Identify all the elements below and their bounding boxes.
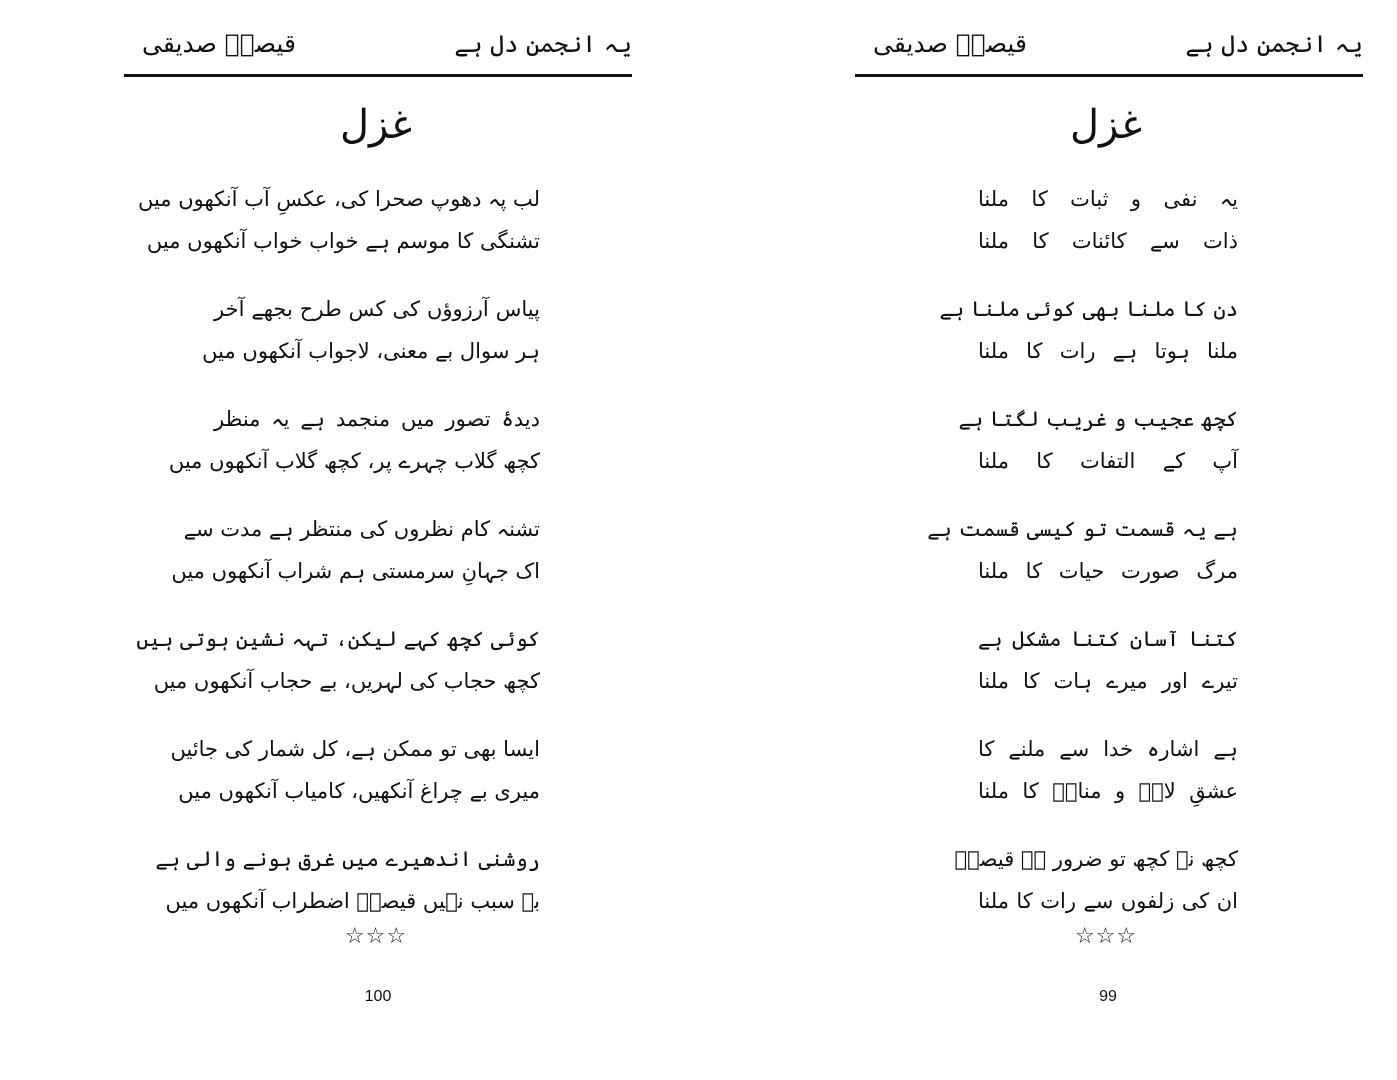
verse-line: میری بے چراغ آنکھیں، کامیاب آنکھوں میں (178, 779, 540, 803)
couplet (202, 288, 540, 372)
page-number: 99 (1099, 988, 1117, 1005)
end-stars-mark: ☆☆☆ (344, 924, 408, 949)
verse-line: ہے یہ قسمت تو کیسی قسمت ہے (927, 517, 1238, 541)
book-title: یہ انجمن دل ہے (1185, 30, 1363, 58)
author-name: قیصرؔ صدیقی (142, 29, 296, 58)
verse-line: عشقِ لاتؔ و مناتؔ کا ملنا (978, 779, 1238, 803)
verse-line: ملنا ہوتا ہے رات کا ملنا (978, 339, 1238, 363)
ghazal-couplets (136, 178, 540, 948)
verse-line: ایسا بھی تو ممکن ہے، کل شمار کی جائیں (170, 737, 540, 761)
verse-line: پیاس آرزوؤں کی کس طرح بجھے آخر (214, 297, 540, 321)
verse-line: تشنہ کام نظروں کی منتظر ہے مدت سے (183, 517, 540, 541)
verse-line: آپ کے التفات کا ملنا (978, 449, 1238, 473)
ghazal-heading: غزل (339, 102, 413, 148)
couplet (978, 178, 1238, 262)
author-name: قیصرؔ صدیقی (873, 29, 1027, 58)
couplet (170, 728, 540, 812)
couplet (958, 398, 1238, 482)
verse-line: لب پہ دھوپ صحرا کی، عکسِ آب آنکھوں میں (137, 187, 540, 211)
couplet (978, 728, 1238, 812)
verse-line: تشنگی کا موسم ہے خواب خواب آنکھوں میں (146, 229, 540, 253)
verse-line: کتنا آسان کتنا مشکل ہے (978, 627, 1238, 651)
verse-line: ان کی زلفوں سے رات کا ملنا (978, 889, 1238, 913)
right-page (700, 0, 1397, 1080)
verse-line: روشنی اندھیرے میں غرق ہونے والی ہے (155, 847, 540, 871)
couplet (939, 288, 1238, 372)
couplet (978, 618, 1238, 702)
verse-line: یہ نفی و ثبات کا ملنا (978, 187, 1238, 211)
verse-line: ہر سوال بے معنی، لاجواب آنکھوں میں (202, 339, 540, 363)
verse-line: کوئی کچھ کہے لیکن، تہہ نشین ہوتی ہیں (136, 627, 540, 651)
page-number: 100 (364, 988, 392, 1005)
end-stars-mark: ☆☆☆ (1074, 924, 1138, 949)
verse-line: کچھ حجاب کی لہریں، بے حجاب آنکھوں میں (153, 669, 540, 693)
book-title: یہ انجمن دل ہے (454, 30, 632, 58)
verse-line: اک جہانِ سرمستی ہم شراب آنکھوں میں (171, 559, 540, 583)
left-page-header (124, 14, 632, 77)
couplet (168, 398, 540, 482)
couplet (171, 508, 540, 592)
verse-line: ہے اشارہ خدا سے ملنے کا (978, 737, 1238, 761)
couplet (155, 838, 540, 922)
verse-line: دیدۂ تصور میں منجمد ہے یہ منظر (214, 407, 540, 431)
couplet (137, 178, 540, 262)
verse-line: ذات سے کائنات کا ملنا (978, 229, 1238, 253)
couplet (136, 618, 540, 702)
verse-line: دن کا ملنا بھی کوئی ملنا ہے (939, 297, 1238, 321)
verse-line: کچھ گلاب چہرے پر، کچھ گلاب آنکھوں میں (168, 449, 540, 473)
right-page-header (855, 14, 1363, 77)
verse-line: مرگ صورت حیات کا ملنا (978, 559, 1238, 583)
verse-line: بے سبب نہیں قیصرؔ اضطراب آنکھوں میں (165, 889, 540, 913)
verse-line: تیرے اور میرے ہات کا ملنا (978, 669, 1238, 693)
ghazal-heading: غزل (1069, 102, 1143, 148)
verse-line: کچھ نہ کچھ تو ضرور ہے قیصرؔ (954, 847, 1238, 871)
ghazal-couplets (927, 178, 1238, 948)
couplet (927, 508, 1238, 592)
couplet (954, 838, 1238, 922)
verse-line: کچھ عجیب و غریب لگتا ہے (958, 407, 1238, 431)
